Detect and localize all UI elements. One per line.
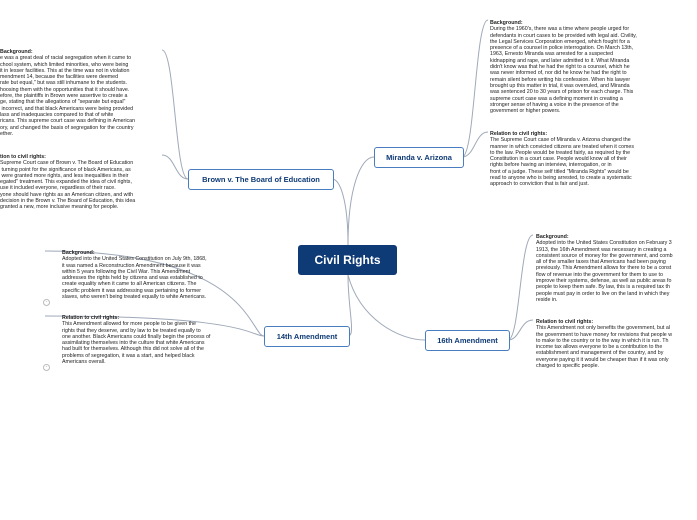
note-text: Adopted into the United States Constitution on July 9th, 1868, it was named a Reconstruction Amendment because it was within 5 years following the Civil War. This Amendment addresses the rights held by citizens and was established to create equality when it came to all American citizens. The specific problem it was addressing was pertaining to former slaves, who weren't being treated equally to white Americans. <box>62 256 207 301</box>
central-topic-civil-rights[interactable] <box>298 245 397 275</box>
note-heading: Background: <box>62 250 95 256</box>
note-heading: Relation to civil rights: <box>490 131 548 137</box>
note-heading: Relation to civil rights: <box>62 315 120 321</box>
note-heading: Background: <box>536 234 569 240</box>
note-heading: Relation to civil rights: <box>536 319 594 325</box>
topic-miranda-v-arizona[interactable] <box>374 147 464 168</box>
link-central-miranda <box>348 157 374 245</box>
note-brown-relation[interactable] <box>0 154 165 211</box>
central-topic-label: Civil Rights <box>314 253 381 267</box>
topic-14th-amendment[interactable] <box>264 326 350 347</box>
note-text: e was a great deal of racial segregation when it came to chool system, which limited minorities, who were being it in lesser facilities. This at the time was not in violation mendment 14, because the facilities were deemed rate but equal," but was still inhumane to the students. hoosing them with the opportunities that it should have. efore, the plaintiffs in Brown were assertive to create a ge, stating that the allegations of "separate but equal" incorrect, and that black Americans were being provided lass and inadequacies compared to that of white ricans. This supreme court case was defining in American ory, and changed the basis of segregation for the country ether. <box>0 55 136 137</box>
note-16th-background[interactable] <box>536 234 697 303</box>
note-miranda-background[interactable] <box>490 20 690 114</box>
topic-label: 14th Amendment <box>276 332 338 341</box>
topic-brown-v-board[interactable] <box>188 169 334 190</box>
topic-label: Miranda v. Arizona <box>386 153 452 162</box>
note-miranda-relation[interactable] <box>490 131 690 188</box>
note-text: Adopted into the United States Constitution on February 3 1913, the 16th Amendment was necessary in creating a consistent source of money for the government, and comb all of the smaller taxes that Americans had been paying previously. This Amendment allows for there to be a const flow of revenue into the government for them to use to improve their systems, defense, as well as public areas fo people to keep them safe. By law, this is a required tax th people must pay in order to live on the land in which they reside in. <box>536 240 673 303</box>
note-16th-relation[interactable] <box>536 319 697 369</box>
note-text: This Amendment not only benefits the government, but al the government to have money for revisions that people w to make to the country or to the way in which it is run. Th income tax allows everyone to be a contribution to the establishment and management of the country, and by everyone paying it it would be cheaper than if it was only charged to specific people. <box>536 325 673 370</box>
note-heading: tion to civil rights: <box>0 154 46 160</box>
topic-16th-amendment[interactable] <box>425 330 510 351</box>
note-14th-relation[interactable] <box>62 315 247 365</box>
note-text: Supreme Court case of Brown v. The Board of Education turning point for the significance of black Americans, as were granted more rights, and less inequalities in their egated" treatment. This expanded the idea of civil rights, use it included everyone, regardless of their race. yone should have rights as an American citizen, and with decision in the Brown v. The Board of Education, this idea granted a new, more inclusive meaning for people. <box>0 160 136 211</box>
topic-label: Brown v. The Board of Education <box>202 175 320 184</box>
topic-label: 16th Amendment <box>437 336 498 345</box>
note-text: This Amendment allowed for more people to be given the rights that they deserve, and by law to be treated equally to one another. Black Americans could finally begin the process of assimilating themselves into the culture that white Americans had built for themselves. Although this did not solve all of the problems of segregation, it was a start, and helped black Americans overall. <box>62 321 211 366</box>
note-heading: Background: <box>490 20 523 26</box>
link-central-brown <box>332 179 348 245</box>
link-central-sixteenth <box>348 275 425 340</box>
note-text: During the 1960's, there was a time where people urged for defendants in court cases to be provided with legal aid. Civility, the Legal Services Corporation emerged, which fought for a presence of a counsel in police interrogation. On March 13th, 1963, Ernesto Miranda was arrested for a suspected kidnapping and rape, and later admitted to it. What Miranda didn't know was that he had the right to a counsel, which he was never informed of, nor did he know he had the right to remain silent before writing his confession. When his lawyer brought up this matter in trial, it was overruled, and Miranda was sentenced 20 to 30 years of prison for each charge. This supreme court case was a defining moment in creating a stronger sense of having a voice in the presence of the government or higher powers. <box>490 26 637 115</box>
link-miranda-background <box>462 20 488 157</box>
note-14th-background[interactable] <box>62 250 247 300</box>
note-brown-background[interactable] <box>0 49 165 137</box>
note-text: The Supreme Court case of Miranda v. Arizona changed the manner in which convicted citizens are treated when it comes to the law. People would be treated fairly, as required by the Constitution in a court case. People would know all of their rights before having an interview, interrogation, or in front of a judge. These self titled "Miranda Rights" would be read to anyone who is being arrested, to create a systematic approach to conviction that is fair and just. <box>490 137 634 188</box>
collapse-toggle-icon[interactable]: - <box>43 364 50 371</box>
link-brown-background <box>162 50 188 179</box>
link-sixteenth-background <box>508 235 533 340</box>
collapse-toggle-icon[interactable]: - <box>43 299 50 306</box>
note-heading: Background: <box>0 49 33 55</box>
